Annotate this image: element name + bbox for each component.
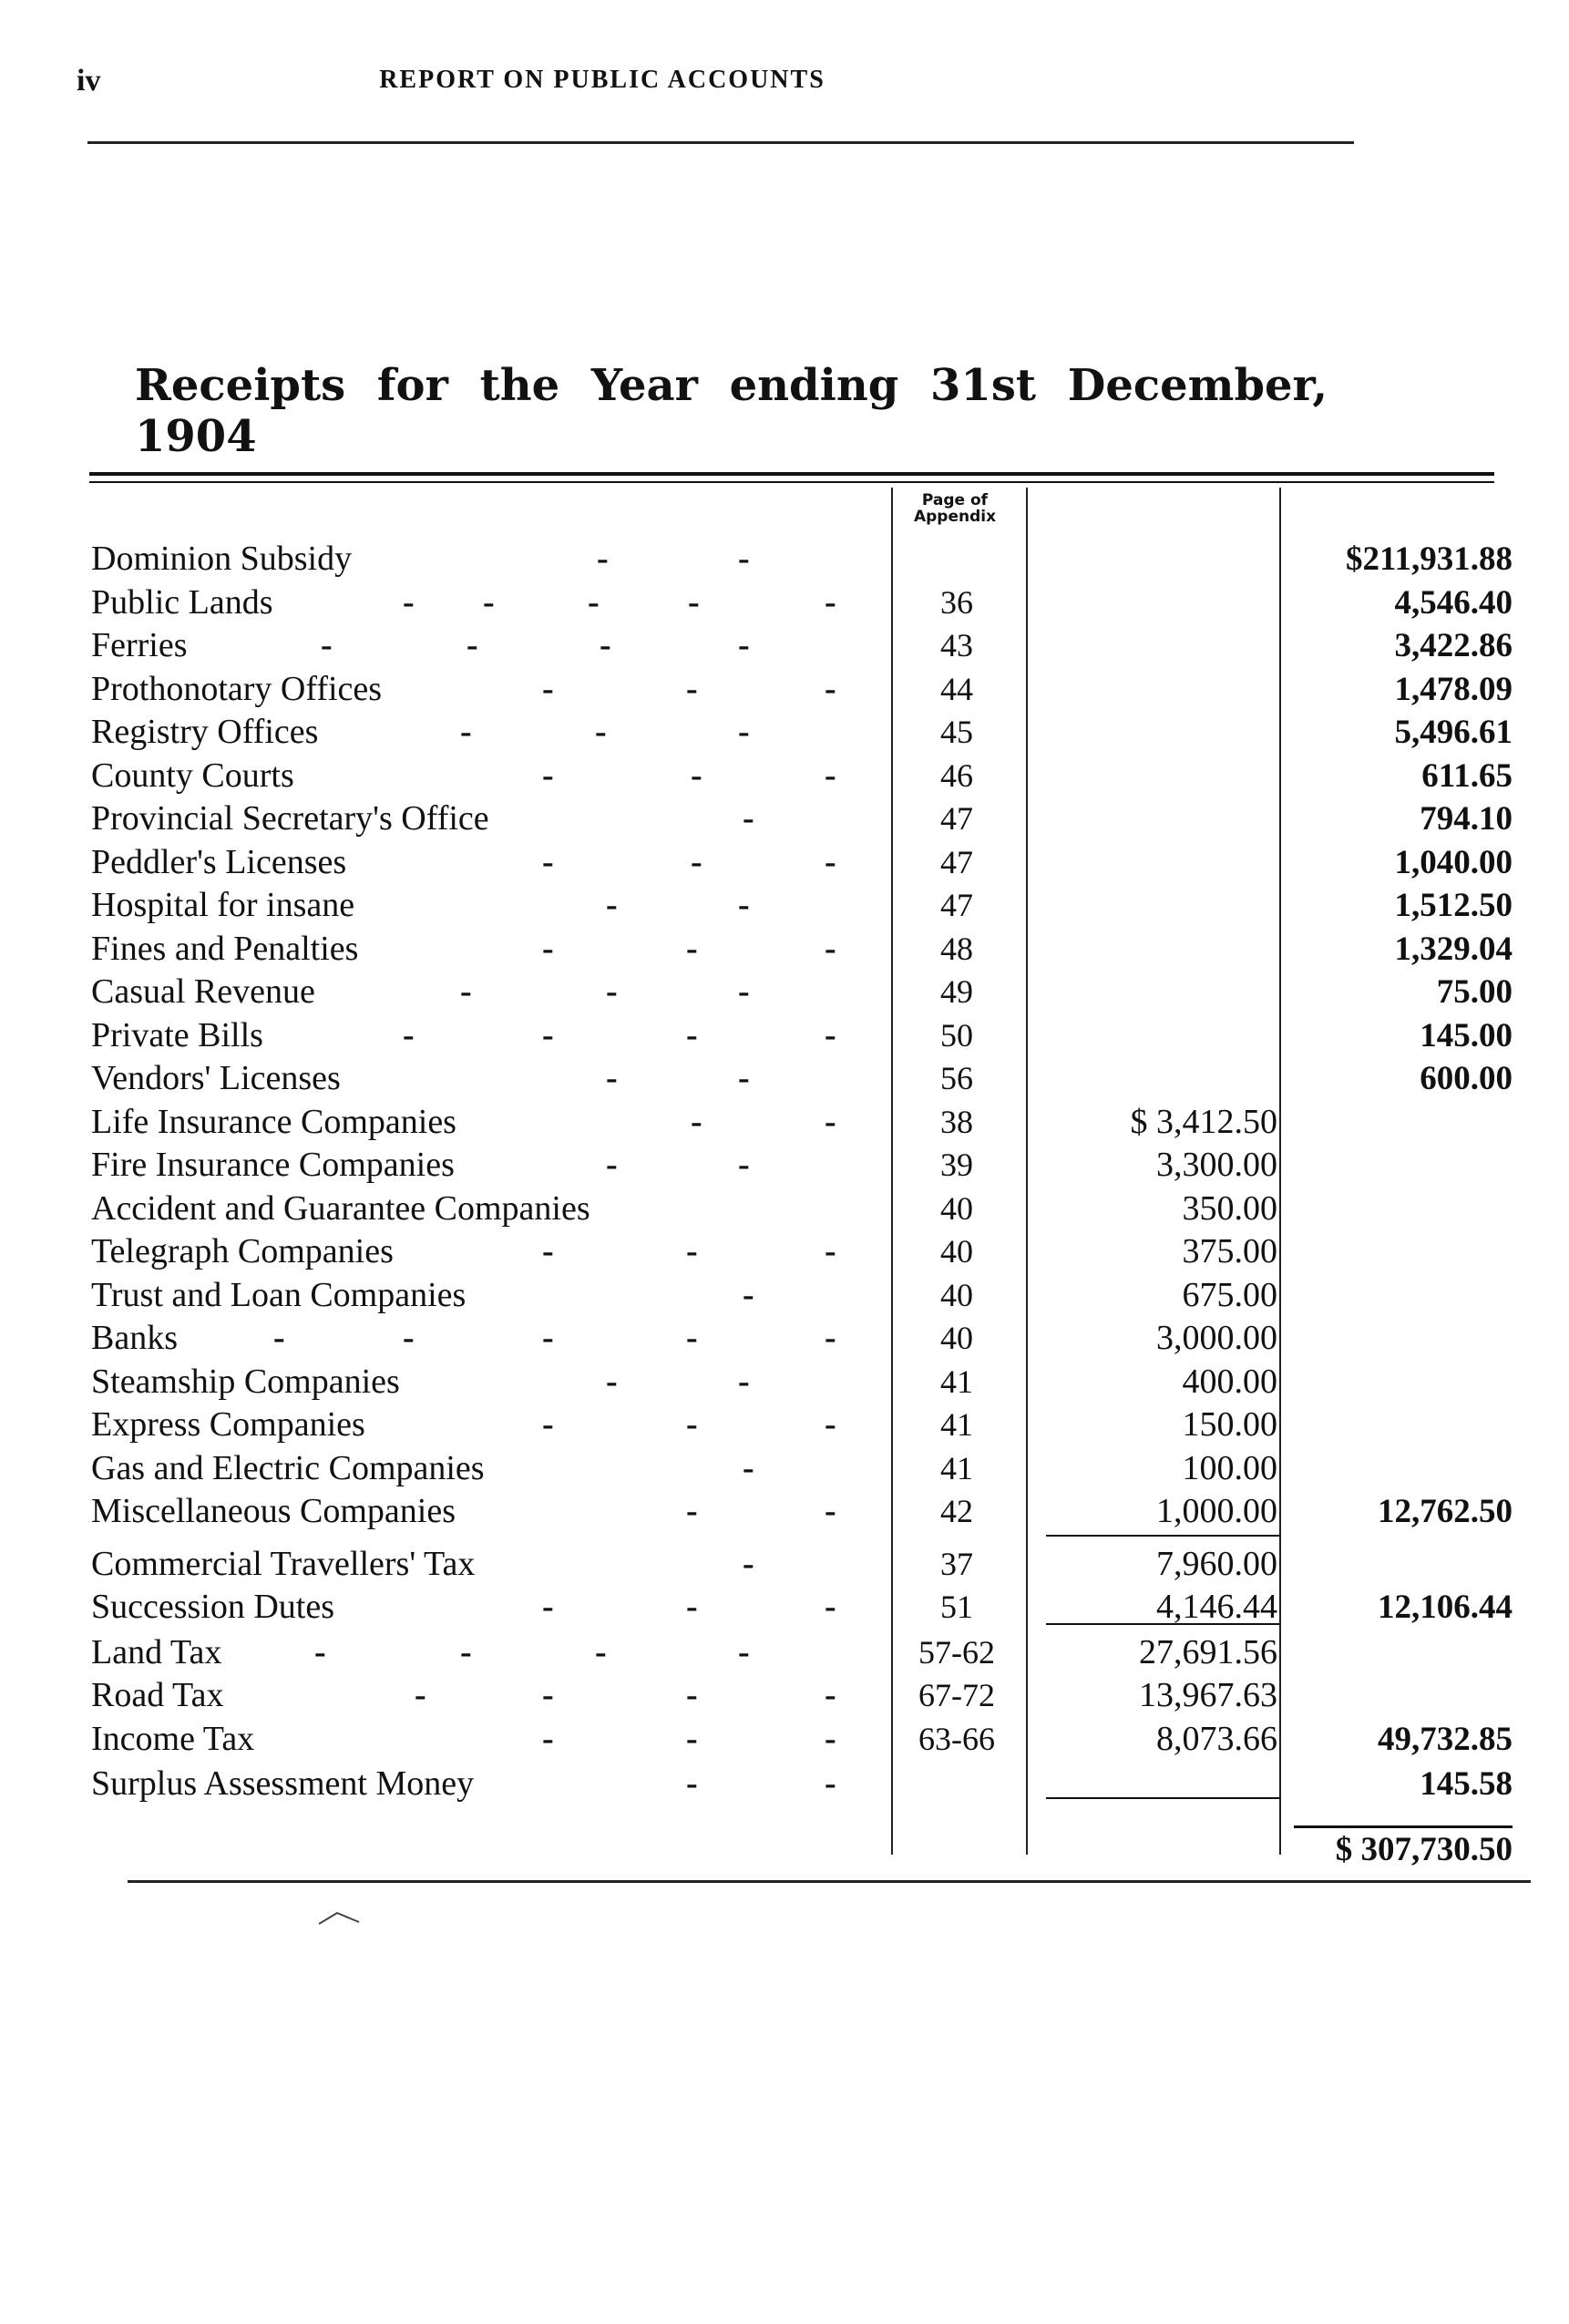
itemized-amount: 1,000.00 [1156,1492,1277,1530]
inner-subtotal-rule [1046,1535,1279,1537]
appendix-page: 46 [940,756,973,794]
leader-dash: - [825,1719,836,1758]
appendix-page: 56 [940,1060,973,1096]
leader-dash: - [825,1102,836,1141]
table-row [0,1188,1569,1230]
leader-dash: - [542,1588,554,1626]
row-label: Ferries [91,626,188,664]
page-number: iv [77,64,101,98]
appendix-page: 38 [940,1103,973,1140]
total-amount: 5,496.61 [1394,714,1513,751]
table-row [0,755,1569,797]
row-label: Accident and Guarantee Companies [91,1188,590,1228]
row-label: Gas and Electric Companies [91,1448,485,1487]
leader-dash: - [825,669,836,708]
total-amount: 12,762.50 [1378,1493,1513,1530]
leader-dashes [0,1230,911,1273]
leader-dashes [0,1014,911,1057]
leader-dashes [0,1144,911,1187]
row-label: Casual Revenue [91,972,315,1011]
row-label: Public Lands [91,582,273,622]
appendix-page: 40 [940,1320,973,1356]
appendix-page: 39 [940,1147,973,1183]
row-label: Private Bills [91,1015,263,1054]
grand-total: $ 307,730.50 [1335,1831,1513,1868]
table-row [0,1543,1569,1586]
leader-dash: - [321,626,333,664]
inner-subtotal-rule [1046,1797,1279,1799]
total-amount: $211,931.88 [1346,540,1513,578]
appendix-page: 50 [940,1016,973,1054]
itemized-amount: 400.00 [1182,1362,1277,1401]
leader-dash: - [825,929,836,968]
table-row [0,581,1569,624]
table-row [0,841,1569,884]
row-label: Registry Offices [91,713,319,751]
leader-dash: - [743,799,754,838]
leader-dash: - [542,1015,554,1054]
leader-dash: - [467,626,478,664]
leader-dash: - [738,1059,750,1097]
itemized-amount: 7,960.00 [1156,1544,1277,1583]
leader-dashes [0,1101,911,1144]
leader-dash: - [483,582,495,622]
table-row [0,711,1569,754]
leader-dashes [0,1763,911,1805]
leader-dash: - [688,582,700,622]
leader-dash: - [606,886,618,924]
leader-dash: - [597,540,609,578]
row-label: Income Tax [91,1719,255,1758]
total-amount: 600.00 [1420,1060,1513,1097]
table-row [0,1274,1569,1317]
leader-dash: - [686,1319,698,1357]
total-amount: 145.00 [1420,1016,1513,1054]
appendix-page: 40 [940,1233,973,1270]
appendix-page: 40 [940,1189,973,1227]
row-label: Prothonotary Offices [91,669,383,708]
itemized-amount: 4,146.44 [1156,1588,1277,1626]
leader-dash: - [825,1492,836,1530]
page-of-appendix-header [891,492,1019,525]
leader-dash: - [542,1676,554,1714]
total-amount: 75.00 [1436,973,1513,1011]
leader-dashes [0,755,911,797]
leader-dash: - [825,1405,836,1444]
leader-dashes [0,971,911,1013]
leader-dash: - [743,1544,754,1583]
appendix-page: 67-72 [918,1677,995,1713]
leader-dash: - [686,1232,698,1270]
table-row [0,1763,1569,1805]
leader-dash: - [738,972,750,1011]
leader-dash: - [542,1719,554,1758]
inner-subtotal-rule [1046,1623,1279,1625]
appendix-page: 43 [940,627,973,663]
table-row [0,1057,1569,1100]
column-header-line1: Page of [921,491,989,509]
leader-dash: - [825,1676,836,1714]
itemized-amount: 13,967.63 [1139,1676,1277,1714]
leader-dash: - [743,1275,754,1314]
appendix-page: 37 [940,1545,973,1582]
leader-dashes [0,884,911,927]
leader-dash: - [403,1319,415,1357]
itemized-amount: 100.00 [1182,1448,1277,1487]
leader-dash: - [542,1319,554,1357]
leader-dashes [0,1631,911,1674]
itemized-amount: 27,691.56 [1139,1632,1277,1671]
leader-dashes [0,1188,911,1230]
table-row [0,538,1569,581]
leader-dash: - [686,1015,698,1054]
header-rule [87,141,1354,144]
table-row [0,668,1569,711]
leader-dash: - [691,756,702,795]
table-row [0,884,1569,927]
column-header-line2: Appendix [913,508,997,526]
leader-dash: - [542,669,554,708]
leader-dash: - [825,842,836,881]
total-amount: 12,106.44 [1378,1589,1513,1626]
table-row [0,797,1569,840]
table-row [0,1674,1569,1717]
appendix-page: 47 [940,800,973,837]
total-amount: 4,546.40 [1394,583,1513,622]
appendix-page: 41 [940,1449,973,1486]
leader-dash: - [738,1362,750,1401]
appendix-page: 57-62 [918,1633,995,1671]
total-amount: 794.10 [1420,800,1513,838]
row-label: Life Insurance Companies [91,1102,456,1141]
appendix-page: 48 [940,930,973,967]
row-label: Telegraph Companies [91,1232,394,1270]
appendix-page: 49 [940,973,973,1010]
appendix-page: 40 [940,1276,973,1313]
leader-dash: - [738,540,750,578]
leader-dash: - [460,972,472,1011]
leader-dashes [0,841,911,884]
leader-dash: - [460,1632,472,1671]
leader-dashes [0,928,911,971]
total-amount: 3,422.86 [1394,627,1513,664]
row-label: Succession Dutes [91,1588,335,1626]
grand-total-row [0,1828,1569,1871]
leader-dashes [0,797,911,840]
leader-dash: - [588,582,600,622]
appendix-page: 41 [940,1363,973,1400]
appendix-page: 36 [940,583,973,621]
leader-dash: - [825,1764,836,1803]
leader-dash: - [825,582,836,622]
appendix-page: 41 [940,1406,973,1443]
table-row [0,1014,1569,1057]
leader-dash: - [686,1719,698,1758]
row-label: Provincial Secretary's Office [91,799,489,838]
stray-mark [317,1909,363,1928]
leader-dashes [0,1490,911,1533]
leader-dash: - [273,1319,285,1357]
row-label: Peddler's Licenses [91,842,347,881]
table-row [0,1317,1569,1360]
leader-dashes [0,1274,911,1317]
table-row [0,1101,1569,1144]
leader-dashes [0,1057,911,1100]
table-row [0,928,1569,971]
appendix-page: 44 [940,670,973,707]
leader-dash: - [542,1232,554,1270]
leader-dashes [0,668,911,711]
row-label: Miscellaneous Companies [91,1492,456,1530]
row-label: Fines and Penalties [91,929,359,968]
table-bottom-rule [128,1880,1531,1883]
leader-dash: - [825,1232,836,1270]
leader-dash: - [542,756,554,795]
row-label: Vendors' Licenses [91,1059,341,1097]
appendix-page: 51 [940,1589,973,1625]
leader-dash: - [542,842,554,881]
leader-dashes [0,1404,911,1446]
leader-dash: - [415,1676,426,1714]
leader-dash: - [595,1632,607,1671]
row-label: Trust and Loan Companies [91,1275,467,1314]
table-top-rule [89,472,1494,476]
appendix-page: 45 [940,714,973,750]
row-label: Express Companies [91,1405,365,1444]
leader-dashes [0,1674,911,1717]
page-title: Receipts for the Year ending 31st December, 1904 [135,360,1328,462]
row-label: Surplus Assessment Money [91,1764,475,1803]
leader-dashes [0,1317,911,1360]
table-row [0,971,1569,1013]
leader-dashes [0,624,911,667]
itemized-amount: 150.00 [1182,1405,1277,1444]
leader-dash: - [686,929,698,968]
leader-dash: - [686,1676,698,1714]
row-label: Steamship Companies [91,1362,400,1401]
leader-dash: - [686,1405,698,1444]
row-label: County Courts [91,756,294,795]
leader-dash: - [691,842,702,881]
appendix-page: 47 [940,887,973,923]
total-amount: 1,040.00 [1394,843,1513,881]
leader-dash: - [606,1146,618,1184]
leader-dash: - [825,1015,836,1054]
leader-dashes [0,581,911,624]
leader-dashes [0,1361,911,1404]
row-label: Hospital for insane [91,886,355,924]
appendix-page: 47 [940,843,973,880]
table-top-rule-thin [89,481,1494,483]
table-row [0,1490,1569,1533]
total-amount: 145.58 [1420,1765,1513,1803]
leader-dashes [0,1718,911,1761]
table-row [0,624,1569,667]
leader-dash: - [743,1448,754,1487]
leader-dash: - [606,972,618,1011]
leader-dash: - [600,626,611,664]
leader-dash: - [686,669,698,708]
leader-dash: - [738,1632,750,1671]
table-row [0,1631,1569,1674]
itemized-amount: 375.00 [1182,1232,1277,1270]
itemized-amount: 3,000.00 [1156,1319,1277,1357]
total-amount: 1,478.09 [1394,670,1513,708]
leader-dash: - [738,1146,750,1184]
leader-dash: - [686,1588,698,1626]
row-label: Fire Insurance Companies [91,1146,455,1184]
total-amount: 49,732.85 [1378,1720,1513,1758]
leader-dash: - [542,929,554,968]
running-head: REPORT ON PUBLIC ACCOUNTS [379,66,826,94]
leader-dash: - [403,582,415,622]
leader-dash: - [542,1405,554,1444]
table-row [0,1144,1569,1187]
leader-dashes [0,1543,911,1586]
row-label: Land Tax [91,1632,222,1671]
leader-dash: - [606,1059,618,1097]
itemized-amount: 350.00 [1182,1188,1277,1228]
leader-dash: - [460,713,472,751]
leader-dash: - [314,1632,326,1671]
row-label: Banks [91,1319,178,1357]
appendix-page: 42 [940,1493,973,1529]
itemized-amount: $ 3,412.50 [1130,1102,1277,1141]
leader-dashes [0,1447,911,1490]
row-label: Road Tax [91,1676,224,1714]
leader-dash: - [738,626,750,664]
leader-dash: - [825,1588,836,1626]
leader-dash: - [691,1102,702,1141]
itemized-amount: 8,073.66 [1156,1719,1277,1758]
table-row [0,1447,1569,1490]
table-row [0,1586,1569,1629]
table-row [0,1718,1569,1761]
itemized-amount: 3,300.00 [1156,1146,1277,1184]
leader-dash: - [686,1764,698,1803]
row-label: Commercial Travellers' Tax [91,1544,476,1583]
leader-dash: - [738,713,750,751]
appendix-page: 63-66 [918,1720,995,1757]
total-amount: 1,512.50 [1394,887,1513,924]
leader-dash: - [825,1319,836,1357]
leader-dashes [0,711,911,754]
leader-dash: - [686,1492,698,1530]
leader-dash: - [403,1015,415,1054]
leader-dashes [0,1586,911,1629]
total-amount: 1,329.04 [1394,930,1513,968]
total-amount: 611.65 [1421,756,1513,795]
leader-dash: - [606,1362,618,1401]
table-row [0,1230,1569,1273]
leader-dashes [0,538,911,581]
itemized-amount: 675.00 [1182,1275,1277,1314]
leader-dash: - [738,886,750,924]
table-row [0,1361,1569,1404]
table-row [0,1404,1569,1446]
leader-dash: - [595,713,607,751]
leader-dash: - [825,756,836,795]
row-label: Dominion Subsidy [91,540,353,578]
